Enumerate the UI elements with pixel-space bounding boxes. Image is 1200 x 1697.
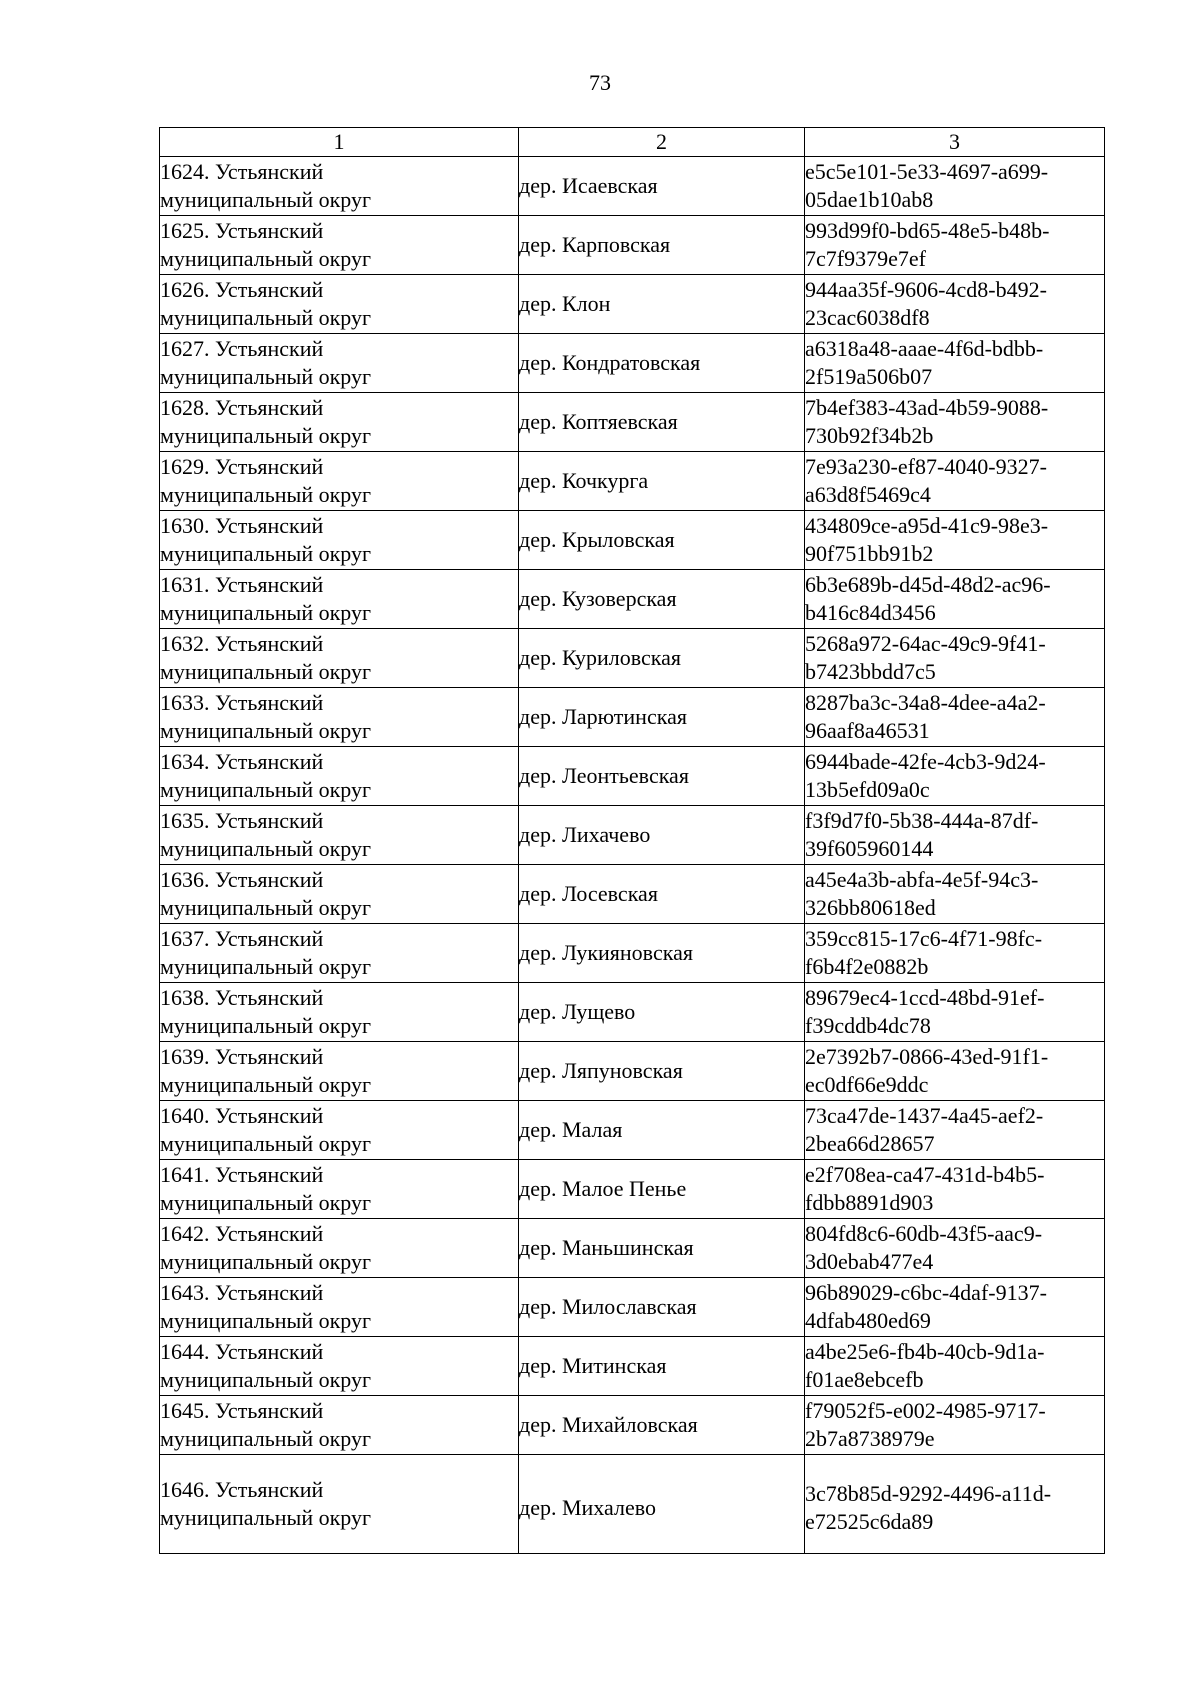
district-type: муниципальный округ — [160, 836, 372, 861]
district-cell — [160, 1101, 519, 1160]
settlement-cell: дер. Малая — [519, 1101, 805, 1160]
district-type: муниципальный округ — [160, 364, 372, 389]
row-number: 1630. — [160, 513, 210, 538]
district-name: Устьянский — [215, 1280, 324, 1305]
district-name: Устьянский — [215, 454, 324, 479]
fias-id-part-1: e5c5e101-5e33-4697-a699- — [805, 159, 1049, 184]
settlement-cell: дер. Михалево — [519, 1455, 805, 1554]
district-line-1 — [160, 571, 518, 599]
fias-id-cell — [805, 452, 1105, 511]
settlement-cell: дер. Ларютинская — [519, 688, 805, 747]
table-row — [160, 865, 1105, 924]
district-cell — [160, 1396, 519, 1455]
row-number: 1642. — [160, 1221, 210, 1246]
row-number: 1641. — [160, 1162, 210, 1187]
table-row — [160, 1396, 1105, 1455]
fias-id-cell — [805, 570, 1105, 629]
district-type: муниципальный округ — [160, 718, 372, 743]
district-type: муниципальный округ — [160, 659, 372, 684]
district-line-1 — [160, 453, 518, 481]
settlement-cell: дер. Леонтьевская — [519, 747, 805, 806]
district-cell — [160, 393, 519, 452]
district-cell — [160, 1042, 519, 1101]
district-line-1 — [160, 158, 518, 186]
district-cell — [160, 1219, 519, 1278]
district-line-1 — [160, 1161, 518, 1189]
fias-id-cell — [805, 216, 1105, 275]
fias-id-part-1: a4be25e6-fb4b-40cb-9d1a- — [805, 1339, 1045, 1364]
district-line-1 — [160, 984, 518, 1012]
fias-id-part-1: 3c78b85d-9292-4496-a11d- — [805, 1481, 1052, 1506]
fias-id-cell — [805, 393, 1105, 452]
fias-id-part-1: 7b4ef383-43ad-4b59-9088- — [805, 395, 1049, 420]
district-line-1 — [160, 1043, 518, 1071]
settlement-cell: дер. Кузоверская — [519, 570, 805, 629]
settlement-cell: дер. Михайловская — [519, 1396, 805, 1455]
district-line-1 — [160, 1397, 518, 1425]
fias-id-part-1: e2f708ea-ca47-431d-b4b5- — [805, 1162, 1045, 1187]
settlement-cell: дер. Милославская — [519, 1278, 805, 1337]
district-line-1 — [160, 1279, 518, 1307]
district-cell — [160, 334, 519, 393]
district-name: Устьянский — [215, 395, 324, 420]
district-type: муниципальный округ — [160, 305, 372, 330]
fias-id-part-2: 90f751bb91b2 — [805, 541, 934, 566]
row-number: 1626. — [160, 277, 210, 302]
settlement-cell: дер. Лихачево — [519, 806, 805, 865]
table-row — [160, 1160, 1105, 1219]
table-row — [160, 1101, 1105, 1160]
fias-id-part-2: 730b92f34b2b — [805, 423, 934, 448]
fias-id-part-2: 39f605960144 — [805, 836, 934, 861]
fias-id-part-1: 434809ce-a95d-41c9-98e3- — [805, 513, 1049, 538]
fias-id-cell — [805, 1101, 1105, 1160]
district-type: муниципальный округ — [160, 187, 372, 212]
district-line-1 — [160, 394, 518, 422]
fias-id-part-2: 23cac6038df8 — [805, 305, 930, 330]
district-type: муниципальный округ — [160, 541, 372, 566]
fias-id-cell — [805, 334, 1105, 393]
settlement-cell: дер. Маньшинская — [519, 1219, 805, 1278]
row-number: 1629. — [160, 454, 210, 479]
district-cell — [160, 452, 519, 511]
fias-id-part-2: 326bb80618ed — [805, 895, 936, 920]
fias-id-part-1: 6944bade-42fe-4cb3-9d24- — [805, 749, 1046, 774]
fias-id-part-1: 89679ec4-1ccd-48bd-91ef- — [805, 985, 1045, 1010]
district-name: Устьянский — [215, 749, 324, 774]
settlement-cell: дер. Кочкурга — [519, 452, 805, 511]
table-row — [160, 1278, 1105, 1337]
row-number: 1627. — [160, 336, 210, 361]
row-number: 1625. — [160, 218, 210, 243]
table-row — [160, 629, 1105, 688]
fias-id-part-2: f39cddb4dc78 — [805, 1013, 931, 1038]
table-row — [160, 452, 1105, 511]
table-header-row — [160, 128, 1105, 157]
district-line-1 — [160, 276, 518, 304]
district-cell — [160, 511, 519, 570]
fias-id-part-2: fdbb8891d903 — [805, 1190, 934, 1215]
fias-id-cell — [805, 1042, 1105, 1101]
fias-id-part-2: 96aaf8a46531 — [805, 718, 930, 743]
fias-id-part-1: 2e7392b7-0866-43ed-91f1- — [805, 1044, 1049, 1069]
district-cell — [160, 1160, 519, 1219]
fias-id-part-1: 359cc815-17c6-4f71-98fc- — [805, 926, 1043, 951]
fias-id-part-2: 05dae1b10ab8 — [805, 187, 934, 212]
district-cell — [160, 924, 519, 983]
settlement-cell: дер. Кондратовская — [519, 334, 805, 393]
district-name: Устьянский — [215, 572, 324, 597]
fias-id-part-1: 804fd8c6-60db-43f5-aac9- — [805, 1221, 1043, 1246]
district-cell — [160, 747, 519, 806]
table-row — [160, 275, 1105, 334]
table-row — [160, 1042, 1105, 1101]
row-number: 1631. — [160, 572, 210, 597]
fias-id-cell — [805, 865, 1105, 924]
table-row — [160, 570, 1105, 629]
district-type: муниципальный округ — [160, 246, 372, 271]
district-line-1 — [160, 925, 518, 953]
fias-id-part-1: 7e93a230-ef87-4040-9327- — [805, 454, 1047, 479]
settlement-cell: дер. Исаевская — [519, 157, 805, 216]
fias-id-cell — [805, 806, 1105, 865]
district-cell — [160, 570, 519, 629]
table-row — [160, 983, 1105, 1042]
fias-id-part-2: 2b7a8738979e — [805, 1426, 935, 1451]
row-number: 1640. — [160, 1103, 210, 1128]
table-row — [160, 924, 1105, 983]
fias-id-cell — [805, 1455, 1105, 1554]
district-type: муниципальный округ — [160, 1505, 372, 1530]
fias-id-cell — [805, 275, 1105, 334]
table-row — [160, 1455, 1105, 1554]
district-name: Устьянский — [215, 867, 324, 892]
settlement-cell: дер. Клон — [519, 275, 805, 334]
fias-id-cell — [805, 629, 1105, 688]
fias-id-cell — [805, 924, 1105, 983]
table-row — [160, 1219, 1105, 1278]
row-number: 1643. — [160, 1280, 210, 1305]
district-type: муниципальный округ — [160, 1308, 372, 1333]
district-cell — [160, 629, 519, 688]
fias-id-part-1: 944aa35f-9606-4cd8-b492- — [805, 277, 1047, 302]
table-row — [160, 393, 1105, 452]
table-row — [160, 806, 1105, 865]
district-name: Устьянский — [215, 336, 324, 361]
row-number: 1632. — [160, 631, 210, 656]
district-name: Устьянский — [215, 690, 324, 715]
district-cell — [160, 688, 519, 747]
settlement-cell: дер. Митинская — [519, 1337, 805, 1396]
fias-id-part-1: a6318a48-aaae-4f6d-bdbb- — [805, 336, 1044, 361]
fias-id-cell — [805, 1219, 1105, 1278]
row-number: 1624. — [160, 159, 210, 184]
fias-id-cell — [805, 157, 1105, 216]
district-cell — [160, 157, 519, 216]
district-line-1 — [160, 512, 518, 540]
fias-id-part-2: ec0df66e9ddc — [805, 1072, 929, 1097]
district-name: Устьянский — [215, 631, 324, 656]
fias-id-cell — [805, 747, 1105, 806]
settlement-cell: дер. Малое Пенье — [519, 1160, 805, 1219]
fias-id-part-1: 73ca47de-1437-4a45-aef2- — [805, 1103, 1044, 1128]
district-name: Устьянский — [215, 926, 324, 951]
district-name: Устьянский — [215, 808, 324, 833]
row-number: 1646. — [160, 1477, 210, 1502]
fias-id-part-2: 13b5efd09a0c — [805, 777, 930, 802]
fias-id-part-2: e72525c6da89 — [805, 1509, 934, 1534]
district-cell — [160, 275, 519, 334]
table-row — [160, 1337, 1105, 1396]
district-line-1 — [160, 217, 518, 245]
district-type: муниципальный округ — [160, 1426, 372, 1451]
district-type: муниципальный округ — [160, 1131, 372, 1156]
settlement-cell: дер. Лосевская — [519, 865, 805, 924]
district-name: Устьянский — [215, 1477, 324, 1502]
district-name: Устьянский — [215, 985, 324, 1010]
row-number: 1628. — [160, 395, 210, 420]
district-type: муниципальный округ — [160, 600, 372, 625]
district-name: Устьянский — [215, 1162, 324, 1187]
fias-id-part-2: b7423bbdd7c5 — [805, 659, 936, 684]
fias-id-part-2: b416c84d3456 — [805, 600, 936, 625]
district-cell — [160, 865, 519, 924]
row-number: 1633. — [160, 690, 210, 715]
row-number: 1634. — [160, 749, 210, 774]
fias-id-part-1: 8287ba3c-34a8-4dee-a4a2- — [805, 690, 1046, 715]
district-type: муниципальный округ — [160, 482, 372, 507]
district-line-1 — [160, 1476, 518, 1504]
table-row — [160, 747, 1105, 806]
fias-id-part-2: 7c7f9379e7ef — [805, 246, 926, 271]
table-row — [160, 216, 1105, 275]
district-line-1 — [160, 1338, 518, 1366]
district-type: муниципальный округ — [160, 895, 372, 920]
district-name: Устьянский — [215, 159, 324, 184]
fias-id-cell — [805, 511, 1105, 570]
table-row — [160, 334, 1105, 393]
fias-id-part-1: 993d99f0-bd65-48e5-b48b- — [805, 218, 1050, 243]
district-type: муниципальный округ — [160, 777, 372, 802]
district-type: муниципальный округ — [160, 1190, 372, 1215]
table-body — [160, 157, 1105, 1554]
district-name: Устьянский — [215, 1103, 324, 1128]
district-name: Устьянский — [215, 218, 324, 243]
district-cell — [160, 1278, 519, 1337]
fias-id-cell — [805, 1337, 1105, 1396]
settlement-cell: дер. Куриловская — [519, 629, 805, 688]
district-line-1 — [160, 689, 518, 717]
fias-id-part-1: f79052f5-e002-4985-9717- — [805, 1398, 1046, 1423]
district-line-1 — [160, 807, 518, 835]
settlements-table — [159, 127, 1105, 1554]
district-name: Устьянский — [215, 1339, 324, 1364]
row-number: 1644. — [160, 1339, 210, 1364]
row-number: 1637. — [160, 926, 210, 951]
district-line-1 — [160, 1220, 518, 1248]
district-cell — [160, 216, 519, 275]
column-header-2: 2 — [519, 128, 805, 157]
fias-id-part-2: 4dfab480ed69 — [805, 1308, 931, 1333]
district-type: муниципальный округ — [160, 1072, 372, 1097]
table-row — [160, 511, 1105, 570]
fias-id-part-1: 6b3e689b-d45d-48d2-ac96- — [805, 572, 1051, 597]
fias-id-cell — [805, 983, 1105, 1042]
fias-id-part-1: 5268a972-64ac-49c9-9f41- — [805, 631, 1046, 656]
district-cell — [160, 983, 519, 1042]
district-type: муниципальный округ — [160, 1367, 372, 1392]
row-number: 1639. — [160, 1044, 210, 1069]
fias-id-part-2: 2f519a506b07 — [805, 364, 933, 389]
settlement-cell: дер. Коптяевская — [519, 393, 805, 452]
district-line-1 — [160, 335, 518, 363]
district-name: Устьянский — [215, 513, 324, 538]
district-cell — [160, 1337, 519, 1396]
fias-id-part-2: 2bea66d28657 — [805, 1131, 935, 1156]
row-number: 1635. — [160, 808, 210, 833]
fias-id-part-2: 3d0ebab477e4 — [805, 1249, 934, 1274]
district-line-1 — [160, 630, 518, 658]
district-name: Устьянский — [215, 1044, 324, 1069]
fias-id-cell — [805, 688, 1105, 747]
settlement-cell: дер. Ляпуновская — [519, 1042, 805, 1101]
fias-id-part-2: f6b4f2e0882b — [805, 954, 929, 979]
district-line-1 — [160, 748, 518, 776]
column-header-1: 1 — [160, 128, 519, 157]
district-type: муниципальный округ — [160, 954, 372, 979]
table-row — [160, 688, 1105, 747]
row-number: 1645. — [160, 1398, 210, 1423]
district-cell — [160, 806, 519, 865]
settlement-cell: дер. Карповская — [519, 216, 805, 275]
district-name: Устьянский — [215, 1221, 324, 1246]
district-name: Устьянский — [215, 277, 324, 302]
settlement-cell: дер. Крыловская — [519, 511, 805, 570]
district-type: муниципальный округ — [160, 1013, 372, 1038]
district-line-1 — [160, 1102, 518, 1130]
row-number: 1638. — [160, 985, 210, 1010]
settlement-cell: дер. Лукияновская — [519, 924, 805, 983]
fias-id-part-1: a45e4a3b-abfa-4e5f-94c3- — [805, 867, 1039, 892]
row-number: 1636. — [160, 867, 210, 892]
fias-id-cell — [805, 1396, 1105, 1455]
fias-id-part-1: 96b89029-c6bc-4daf-9137- — [805, 1280, 1047, 1305]
district-cell — [160, 1455, 519, 1554]
fias-id-part-1: f3f9d7f0-5b38-444a-87df- — [805, 808, 1039, 833]
table-row — [160, 157, 1105, 216]
fias-id-part-2: f01ae8ebcefb — [805, 1367, 924, 1392]
settlement-cell: дер. Лущево — [519, 983, 805, 1042]
district-type: муниципальный округ — [160, 423, 372, 448]
fias-id-part-2: a63d8f5469c4 — [805, 482, 931, 507]
fias-id-cell — [805, 1160, 1105, 1219]
district-type: муниципальный округ — [160, 1249, 372, 1274]
page-number: 73 — [589, 70, 611, 95]
fias-id-cell — [805, 1278, 1105, 1337]
column-header-3: 3 — [805, 128, 1105, 157]
district-line-1 — [160, 866, 518, 894]
district-name: Устьянский — [215, 1398, 324, 1423]
